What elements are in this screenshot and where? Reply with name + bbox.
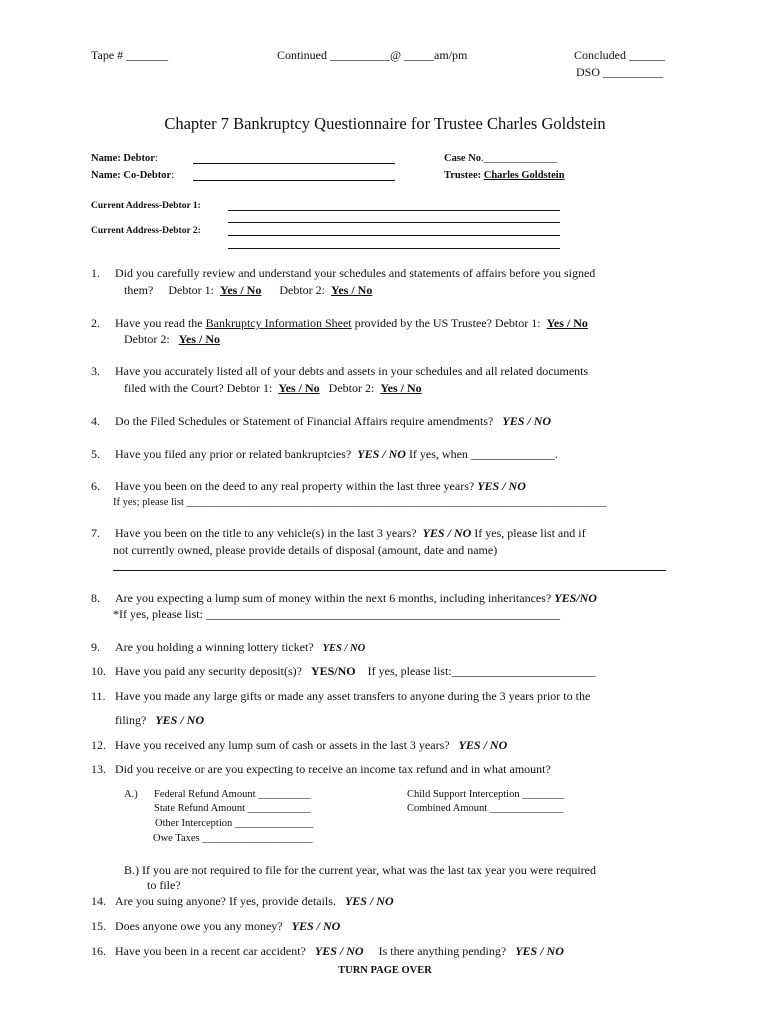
question-10-number: 10. [91,664,106,678]
question-10-answer[interactable]: YES/NO [310,664,356,678]
question-13 [91,762,551,777]
question-1-answers [124,283,372,298]
question-6-list-field[interactable]: If yes; please list ________________________________________________________________________________ [113,497,607,508]
owe-taxes-field[interactable]: Owe Taxes _____________________ [153,833,313,844]
concluded-field[interactable]: Concluded ______ [574,48,665,62]
question-5-number: 5. [91,447,100,461]
address-debtor2-line1[interactable] [228,235,560,236]
continued-time-field[interactable]: Continued __________@ _____am/pm [277,48,468,62]
question-8-answer[interactable]: YES/NO [554,591,597,605]
turn-page-over: TURN PAGE OVER [338,965,432,976]
other-interception-field[interactable]: Other Interception _______________ [155,818,314,829]
question-9 [91,640,365,655]
question-3-debtor1-answer[interactable]: Yes / No [278,381,320,395]
question-13-b-cont: to file? [147,878,181,892]
codebtor-name-label: Name: Co-Debtor [91,170,172,181]
question-8-text: Are you expecting a lump sum of money within the next 6 months, including inheritances? [115,591,552,605]
case-number-row[interactable] [444,152,557,165]
question-1-text: Did you carefully review and understand your schedules and statements of affairs before you signed [115,266,596,280]
federal-refund-field[interactable]: Federal Refund Amount __________ [154,789,311,800]
state-refund-field[interactable]: State Refund Amount ____________ [154,803,311,814]
child-support-interception-field[interactable]: Child Support Interception ________ [407,789,565,800]
question-2-text-post: provided by the US Trustee? Debtor 1: [351,316,541,330]
question-7 [91,526,586,541]
debtor-name-label: Name: Debtor [91,153,155,164]
bankruptcy-info-sheet-link: Bankruptcy Information Sheet [205,316,352,330]
question-14-answer[interactable]: YES / NO [344,894,394,908]
question-10-text: Have you paid any security deposit(s)? [115,664,302,678]
question-15-number: 15. [91,919,106,933]
codebtor-name-field[interactable] [193,180,395,181]
question-4-answer[interactable]: YES / NO [502,414,552,428]
address-debtor2-label: Current Address-Debtor 2: [91,226,201,236]
question-2-debtor2-label: Debtor 2: [124,332,170,346]
question-15 [91,919,340,934]
question-11-cont [115,713,204,728]
tape-number-field[interactable]: Tape # _______ [91,48,169,62]
question-7-details-field[interactable] [113,570,666,571]
question-8 [91,591,597,606]
question-8-list-field[interactable]: *If yes, please list: ___________________________________________________________ [113,607,560,621]
question-5-text: Have you filed any prior or related bankruptcies? [115,447,352,461]
question-11-text-cont: filing? [115,713,147,727]
question-12-text: Have you received any lump sum of cash or assets in the last 3 years? [115,738,450,752]
question-11-answer[interactable]: YES / NO [155,713,205,727]
debtor-name-row [91,152,158,165]
question-7-text-post: If yes, please list and if [471,526,586,540]
question-14-number: 14. [91,894,106,908]
question-1-debtor1-label: Debtor 1: [168,283,214,297]
question-6-text: Have you been on the deed to any real property within the last three years? [115,479,475,493]
question-13-b: B.) If you are not required to file for the current year, what was the last tax year you were required [124,863,596,877]
trustee-label: Trustee: [444,170,482,181]
question-1-number: 1. [91,266,100,280]
address-debtor1-label: Current Address-Debtor 1: [91,201,201,211]
question-7-number: 7. [91,526,100,540]
question-16-number: 16. [91,944,106,958]
question-11 [91,689,590,704]
question-8-number: 8. [91,591,100,605]
question-14 [91,894,394,909]
question-1-debtor2-label: Debtor 2: [279,283,325,297]
question-5 [91,447,558,462]
address-debtor1-line2[interactable] [228,222,560,223]
question-5-answer[interactable]: YES / NO [357,447,406,461]
case-number-field[interactable]: .______________ [481,153,558,164]
question-10-list-field[interactable]: If yes, please list:________________________ [367,664,596,678]
question-1 [91,266,595,281]
codebtor-name-colon: : [171,170,175,181]
question-3-debtor2-answer[interactable]: Yes / No [380,381,422,395]
question-11-text: Have you made any large gifts or made any asset transfers to anyone during the 3 years prior to the [115,689,591,703]
question-3-number: 3. [91,364,100,378]
address-debtor1-line1[interactable] [228,210,560,211]
question-5-when-field[interactable]: If yes, when ______________. [405,447,558,461]
debtor-name-field[interactable] [193,163,395,164]
question-10 [91,664,596,679]
question-16-answer[interactable]: YES / NO [314,944,364,958]
trustee-name: Charles Goldstein [483,170,565,181]
question-15-answer[interactable]: YES / NO [291,919,341,933]
question-14-text: Are you suing anyone? If yes, provide details. [115,894,336,908]
question-1-text-cont: them? [124,283,154,297]
question-11-number: 11. [91,689,106,703]
question-2-text: Have you read the [115,316,206,330]
question-7-text: Have you been on the title to any vehicle(s) in the last 3 years? [115,526,417,540]
question-7-answer[interactable]: YES / NO [422,526,472,540]
question-3-cont [124,381,422,396]
question-2-number: 2. [91,316,100,330]
question-3-debtor2-label: Debtor 2: [328,381,375,395]
question-15-text: Does anyone owe you any money? [115,919,283,933]
question-16-text: Have you been in a recent car accident? [115,944,306,958]
question-9-text: Are you holding a winning lottery ticket? [115,640,314,654]
question-12-number: 12. [91,738,106,752]
question-13-text: Did you receive or are you expecting to receive an income tax refund and in what amount? [115,762,551,776]
question-1-debtor2-answer[interactable]: Yes / No [330,283,373,297]
question-12 [91,738,507,753]
question-2-debtor1-answer[interactable]: Yes / No [546,316,588,330]
combined-amount-field[interactable]: Combined Amount ______________ [407,803,564,814]
question-2 [91,316,588,331]
question-13-number: 13. [91,762,106,776]
case-number-label: Case No [444,153,482,164]
question-2-cont [124,332,220,347]
question-1-debtor1-answer[interactable]: Yes / No [219,283,262,297]
page-title: Chapter 7 Bankruptcy Questionnaire for Trustee Charles Goldstein [164,114,606,133]
trustee-row [444,169,565,182]
question-16 [91,944,564,959]
question-9-number: 9. [91,640,100,654]
question-4-number: 4. [91,414,100,428]
dso-field[interactable]: DSO __________ [576,65,664,79]
question-7-cont: not currently owned, please provide details of disposal (amount, date and name) [113,543,498,557]
question-6-answer[interactable]: YES / NO [477,479,526,493]
question-16-text-mid: Is there anything pending? [378,944,507,958]
question-13-a-label: A.) [124,789,138,800]
question-16-answer-2[interactable]: YES / NO [515,944,564,958]
question-4 [91,414,551,429]
debtor-name-colon: : [154,153,158,164]
question-9-answer[interactable]: YES / NO [322,643,366,654]
codebtor-name-row [91,169,174,182]
question-4-text: Do the Filed Schedules or Statement of Financial Affairs require amendments? [115,414,494,428]
address-debtor2-line2[interactable] [228,248,560,249]
question-3-text: Have you accurately listed all of your debts and assets in your schedules and all related documents [115,364,589,378]
question-6 [91,479,526,494]
question-2-debtor2-answer[interactable]: Yes / No [178,332,220,346]
question-3 [91,364,588,379]
question-6-number: 6. [91,479,100,493]
question-3-text-cont: filed with the Court? Debtor 1: [124,381,273,395]
question-12-answer[interactable]: YES / NO [458,738,508,752]
